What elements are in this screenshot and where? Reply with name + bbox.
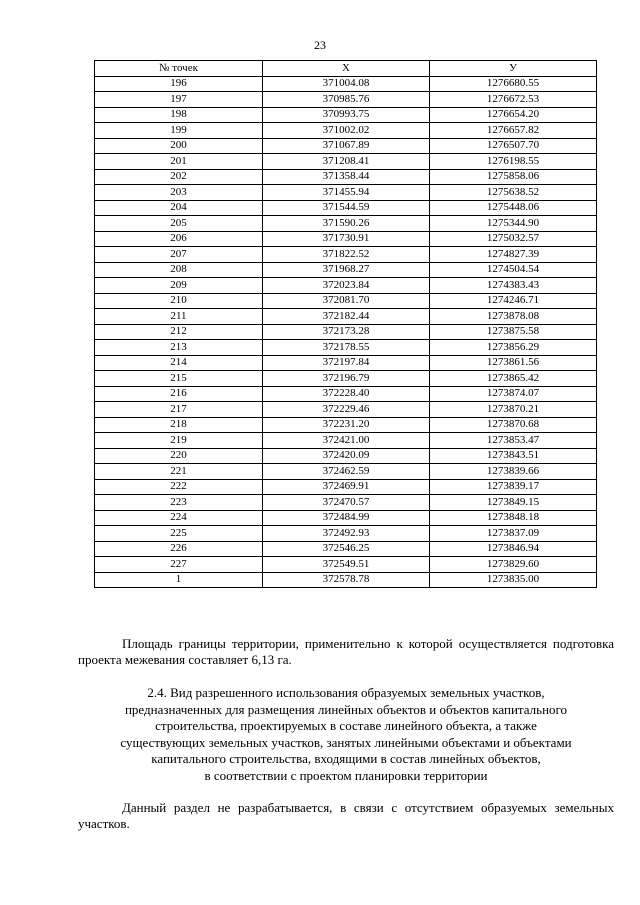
table-row	[95, 479, 597, 495]
coordinates-table	[94, 60, 597, 588]
cell-point-number: 206	[95, 231, 263, 247]
cell-y: 1273874.07	[430, 386, 597, 402]
cell-x: 372182.44	[263, 309, 430, 325]
cell-y: 1273870.21	[430, 402, 597, 418]
cell-y: 1274504.54	[430, 262, 597, 278]
section-heading-line: предназначенных для размещения линейных объектов и объектов капитального	[124, 701, 568, 717]
cell-y: 1273878.08	[430, 309, 597, 325]
cell-y: 1275448.06	[430, 200, 597, 216]
cell-x: 372492.93	[263, 526, 430, 542]
cell-x: 372023.84	[263, 278, 430, 294]
table-row	[95, 309, 597, 325]
cell-x: 372546.25	[263, 541, 430, 557]
table-body	[95, 76, 597, 588]
cell-x: 370993.75	[263, 107, 430, 123]
table-row	[95, 76, 597, 92]
cell-y: 1275858.06	[430, 169, 597, 185]
cell-point-number: 227	[95, 557, 263, 573]
header-y: У	[430, 61, 597, 77]
table-row	[95, 123, 597, 139]
table-row	[95, 340, 597, 356]
cell-x: 372173.28	[263, 324, 430, 340]
table-row	[95, 572, 597, 588]
header-x: Х	[263, 61, 430, 77]
cell-x: 370985.76	[263, 92, 430, 108]
cell-x: 371004.08	[263, 76, 430, 92]
cell-x: 372470.57	[263, 495, 430, 511]
cell-x: 372228.40	[263, 386, 430, 402]
section-heading-line: 2.4. Вид разрешенного использования образуемых земельных участков,	[147, 685, 545, 700]
cell-point-number: 214	[95, 355, 263, 371]
table-row	[95, 138, 597, 154]
cell-y: 1275032.57	[430, 231, 597, 247]
table-row	[95, 185, 597, 201]
cell-y: 1273849.15	[430, 495, 597, 511]
cell-y: 1273843.51	[430, 448, 597, 464]
cell-y: 1273870.68	[430, 417, 597, 433]
table-row	[95, 448, 597, 464]
section-heading	[78, 685, 614, 784]
cell-point-number: 218	[95, 417, 263, 433]
table-row	[95, 278, 597, 294]
cell-point-number: 224	[95, 510, 263, 526]
cell-point-number: 201	[95, 154, 263, 170]
cell-x: 372420.09	[263, 448, 430, 464]
cell-y: 1275638.52	[430, 185, 597, 201]
cell-y: 1273853.47	[430, 433, 597, 449]
cell-y: 1274827.39	[430, 247, 597, 263]
cell-point-number: 203	[95, 185, 263, 201]
table-row	[95, 355, 597, 371]
cell-point-number: 226	[95, 541, 263, 557]
cell-y: 1274383.43	[430, 278, 597, 294]
table-header-row	[95, 61, 597, 77]
cell-point-number: 213	[95, 340, 263, 356]
table-row	[95, 154, 597, 170]
final-paragraph: Данный раздел не разрабатывается, в связи с отсутствием образуемых земельных участков.	[78, 800, 614, 831]
cell-x: 371730.91	[263, 231, 430, 247]
area-paragraph: Площадь границы территории, применительно к которой осуществляется подготовка проекта межевания составляет 6,13 га.	[78, 636, 614, 667]
table-row	[95, 169, 597, 185]
cell-point-number: 211	[95, 309, 263, 325]
cell-point-number: 202	[95, 169, 263, 185]
table-row	[95, 324, 597, 340]
cell-point-number: 197	[95, 92, 263, 108]
cell-x: 372462.59	[263, 464, 430, 480]
section-heading-line: существующих земельных участков, занятых линейными объектами и объектами	[120, 734, 572, 750]
table-row	[95, 417, 597, 433]
cell-x: 372178.55	[263, 340, 430, 356]
cell-point-number: 204	[95, 200, 263, 216]
cell-x: 371455.94	[263, 185, 430, 201]
cell-point-number: 1	[95, 572, 263, 588]
cell-y: 1273865.42	[430, 371, 597, 387]
cell-y: 1273875.58	[430, 324, 597, 340]
cell-y: 1274246.71	[430, 293, 597, 309]
cell-point-number: 200	[95, 138, 263, 154]
cell-x: 372549.51	[263, 557, 430, 573]
table-row	[95, 231, 597, 247]
cell-y: 1273839.66	[430, 464, 597, 480]
cell-point-number: 212	[95, 324, 263, 340]
cell-x: 372578.78	[263, 572, 430, 588]
cell-point-number: 208	[95, 262, 263, 278]
cell-point-number: 205	[95, 216, 263, 232]
table-row	[95, 464, 597, 480]
table-row	[95, 510, 597, 526]
cell-point-number: 215	[95, 371, 263, 387]
cell-x: 371822.52	[263, 247, 430, 263]
cell-point-number: 223	[95, 495, 263, 511]
table-row	[95, 200, 597, 216]
table-row	[95, 293, 597, 309]
cell-x: 371208.41	[263, 154, 430, 170]
cell-x: 371968.27	[263, 262, 430, 278]
cell-y: 1273829.60	[430, 557, 597, 573]
cell-point-number: 199	[95, 123, 263, 139]
section-heading-line: капитального строительства, входящими в состав линейных объектов,	[151, 751, 541, 766]
cell-y: 1276198.55	[430, 154, 597, 170]
cell-point-number: 222	[95, 479, 263, 495]
cell-y: 1273861.56	[430, 355, 597, 371]
cell-y: 1276672.53	[430, 92, 597, 108]
cell-y: 1276680.55	[430, 76, 597, 92]
cell-point-number: 217	[95, 402, 263, 418]
cell-point-number: 221	[95, 464, 263, 480]
cell-x: 372231.20	[263, 417, 430, 433]
header-point-number: № точек	[95, 61, 263, 77]
cell-x: 371590.26	[263, 216, 430, 232]
cell-x: 372421.00	[263, 433, 430, 449]
cell-y: 1275344.90	[430, 216, 597, 232]
table-row	[95, 247, 597, 263]
table-row	[95, 402, 597, 418]
table-row	[95, 262, 597, 278]
cell-x: 371002.02	[263, 123, 430, 139]
cell-y: 1276507.70	[430, 138, 597, 154]
cell-x: 371358.44	[263, 169, 430, 185]
cell-y: 1276654.20	[430, 107, 597, 123]
cell-y: 1273839.17	[430, 479, 597, 495]
cell-x: 372081.70	[263, 293, 430, 309]
table-row	[95, 541, 597, 557]
cell-point-number: 210	[95, 293, 263, 309]
cell-y: 1273835.00	[430, 572, 597, 588]
section-heading-line: строительства, проектируемых в составе линейного объекта, а также	[155, 718, 537, 733]
table-row	[95, 526, 597, 542]
cell-x: 372469.91	[263, 479, 430, 495]
cell-x: 372229.46	[263, 402, 430, 418]
cell-point-number: 198	[95, 107, 263, 123]
cell-x: 372484.99	[263, 510, 430, 526]
cell-x: 372196.79	[263, 371, 430, 387]
cell-y: 1276657.82	[430, 123, 597, 139]
table-row	[95, 107, 597, 123]
table-row	[95, 92, 597, 108]
table-row	[95, 371, 597, 387]
cell-point-number: 196	[95, 76, 263, 92]
table-row	[95, 433, 597, 449]
cell-x: 372197.84	[263, 355, 430, 371]
table-row	[95, 216, 597, 232]
section-heading-line: в соответствии с проектом планировки территории	[204, 767, 488, 783]
cell-point-number: 209	[95, 278, 263, 294]
cell-y: 1273848.18	[430, 510, 597, 526]
cell-x: 371067.89	[263, 138, 430, 154]
table-row	[95, 557, 597, 573]
page-number: 23	[314, 38, 326, 52]
cell-point-number: 216	[95, 386, 263, 402]
cell-point-number: 207	[95, 247, 263, 263]
cell-point-number: 225	[95, 526, 263, 542]
cell-point-number: 219	[95, 433, 263, 449]
table-row	[95, 386, 597, 402]
cell-y: 1273846.94	[430, 541, 597, 557]
table-row	[95, 495, 597, 511]
cell-x: 371544.59	[263, 200, 430, 216]
cell-y: 1273837.09	[430, 526, 597, 542]
cell-y: 1273856.29	[430, 340, 597, 356]
cell-point-number: 220	[95, 448, 263, 464]
